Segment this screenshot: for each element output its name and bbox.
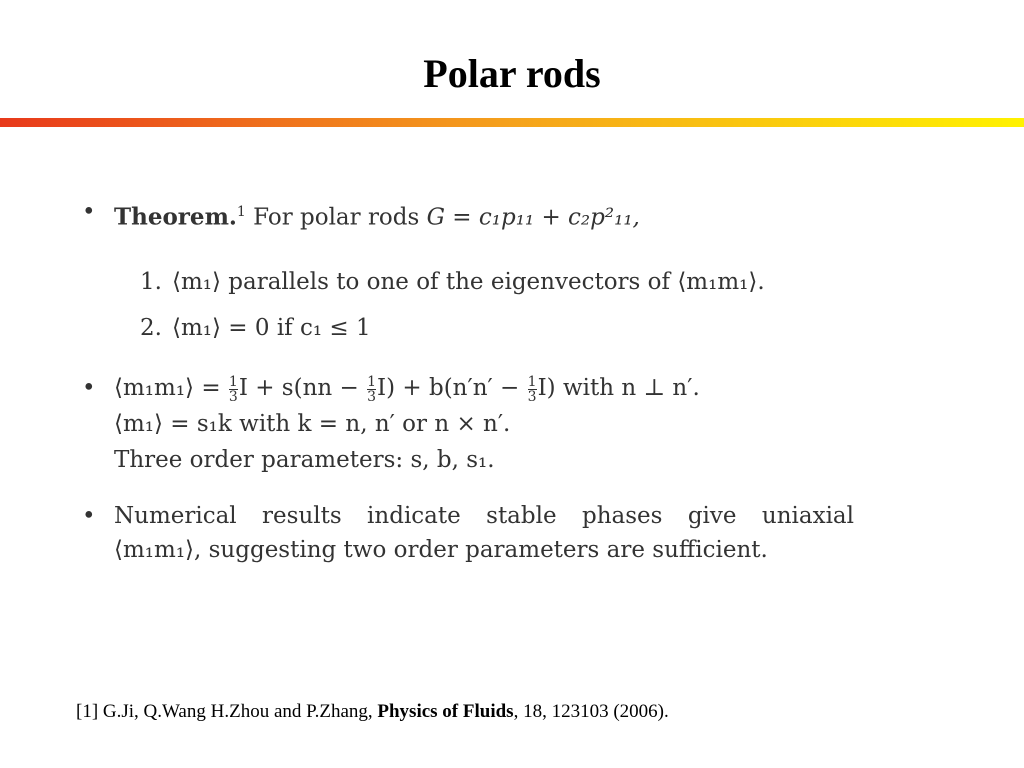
theorem-item-number: 1. (140, 269, 162, 295)
numerical-line-1: Numerical results indicate stable phases give uniaxial (114, 503, 854, 529)
theorem-item-text: ⟨m₁⟩ parallels to one of the eigenvectors of ⟨m₁m₁⟩. (172, 269, 765, 295)
theorem-label: Theorem. (114, 203, 237, 231)
reference-suffix: , 18, 123103 (2006). (513, 701, 669, 722)
slide-title: Polar rods (423, 51, 601, 96)
title-gradient-bar (0, 118, 1024, 127)
frac-numerator: 1 (228, 373, 238, 390)
bullet-dot-icon: • (82, 199, 96, 225)
theorem-item-number: 2. (140, 315, 162, 341)
fraction (229, 375, 238, 404)
bullet-dot-icon: • (82, 375, 96, 401)
theorem-item-1 (140, 265, 765, 299)
eq-prefix: ⟨m₁m₁⟩ = (114, 375, 221, 401)
eq-part-c: I) with n ⊥ n′. (537, 375, 700, 401)
eq-part-b: I) + b(n′n′ − (377, 375, 520, 401)
reference-journal: Physics of Fluids (377, 701, 514, 722)
fraction (528, 375, 537, 404)
frac-numerator: 1 (367, 373, 377, 390)
theorem-footnote-mark: 1 (236, 204, 246, 220)
eq-part-a: I + s(nn − (238, 375, 359, 401)
frac-denominator: 3 (367, 388, 377, 405)
reference-footnote (76, 699, 976, 725)
theorem-equation: G = c₁p₁₁ + c₂p²₁₁, (426, 204, 640, 231)
theorem-lead: For polar rods (253, 204, 420, 231)
frac-numerator: 1 (527, 373, 537, 390)
frac-denominator: 3 (527, 388, 537, 405)
numerical-line-2: ⟨m₁m₁⟩, suggesting two order parameters are sufficient. (114, 537, 768, 563)
order-tensor-line-2: ⟨m₁⟩ = s₁k with k = n, n′ or n × n′. (114, 411, 511, 437)
theorem-item-2 (140, 311, 371, 345)
order-tensor-line-3: Three order parameters: s, b, s₁. (114, 447, 495, 473)
order-tensor-line-1 (114, 371, 854, 405)
fraction (367, 375, 376, 404)
frac-denominator: 3 (228, 388, 238, 405)
theorem-item-text: ⟨m₁⟩ = 0 if c₁ ≤ 1 (172, 315, 371, 341)
reference-prefix: [1] G.Ji, Q.Wang H.Zhou and P.Zhang, (76, 701, 378, 722)
theorem-line (114, 195, 854, 235)
bullet-dot-icon: • (82, 503, 96, 529)
